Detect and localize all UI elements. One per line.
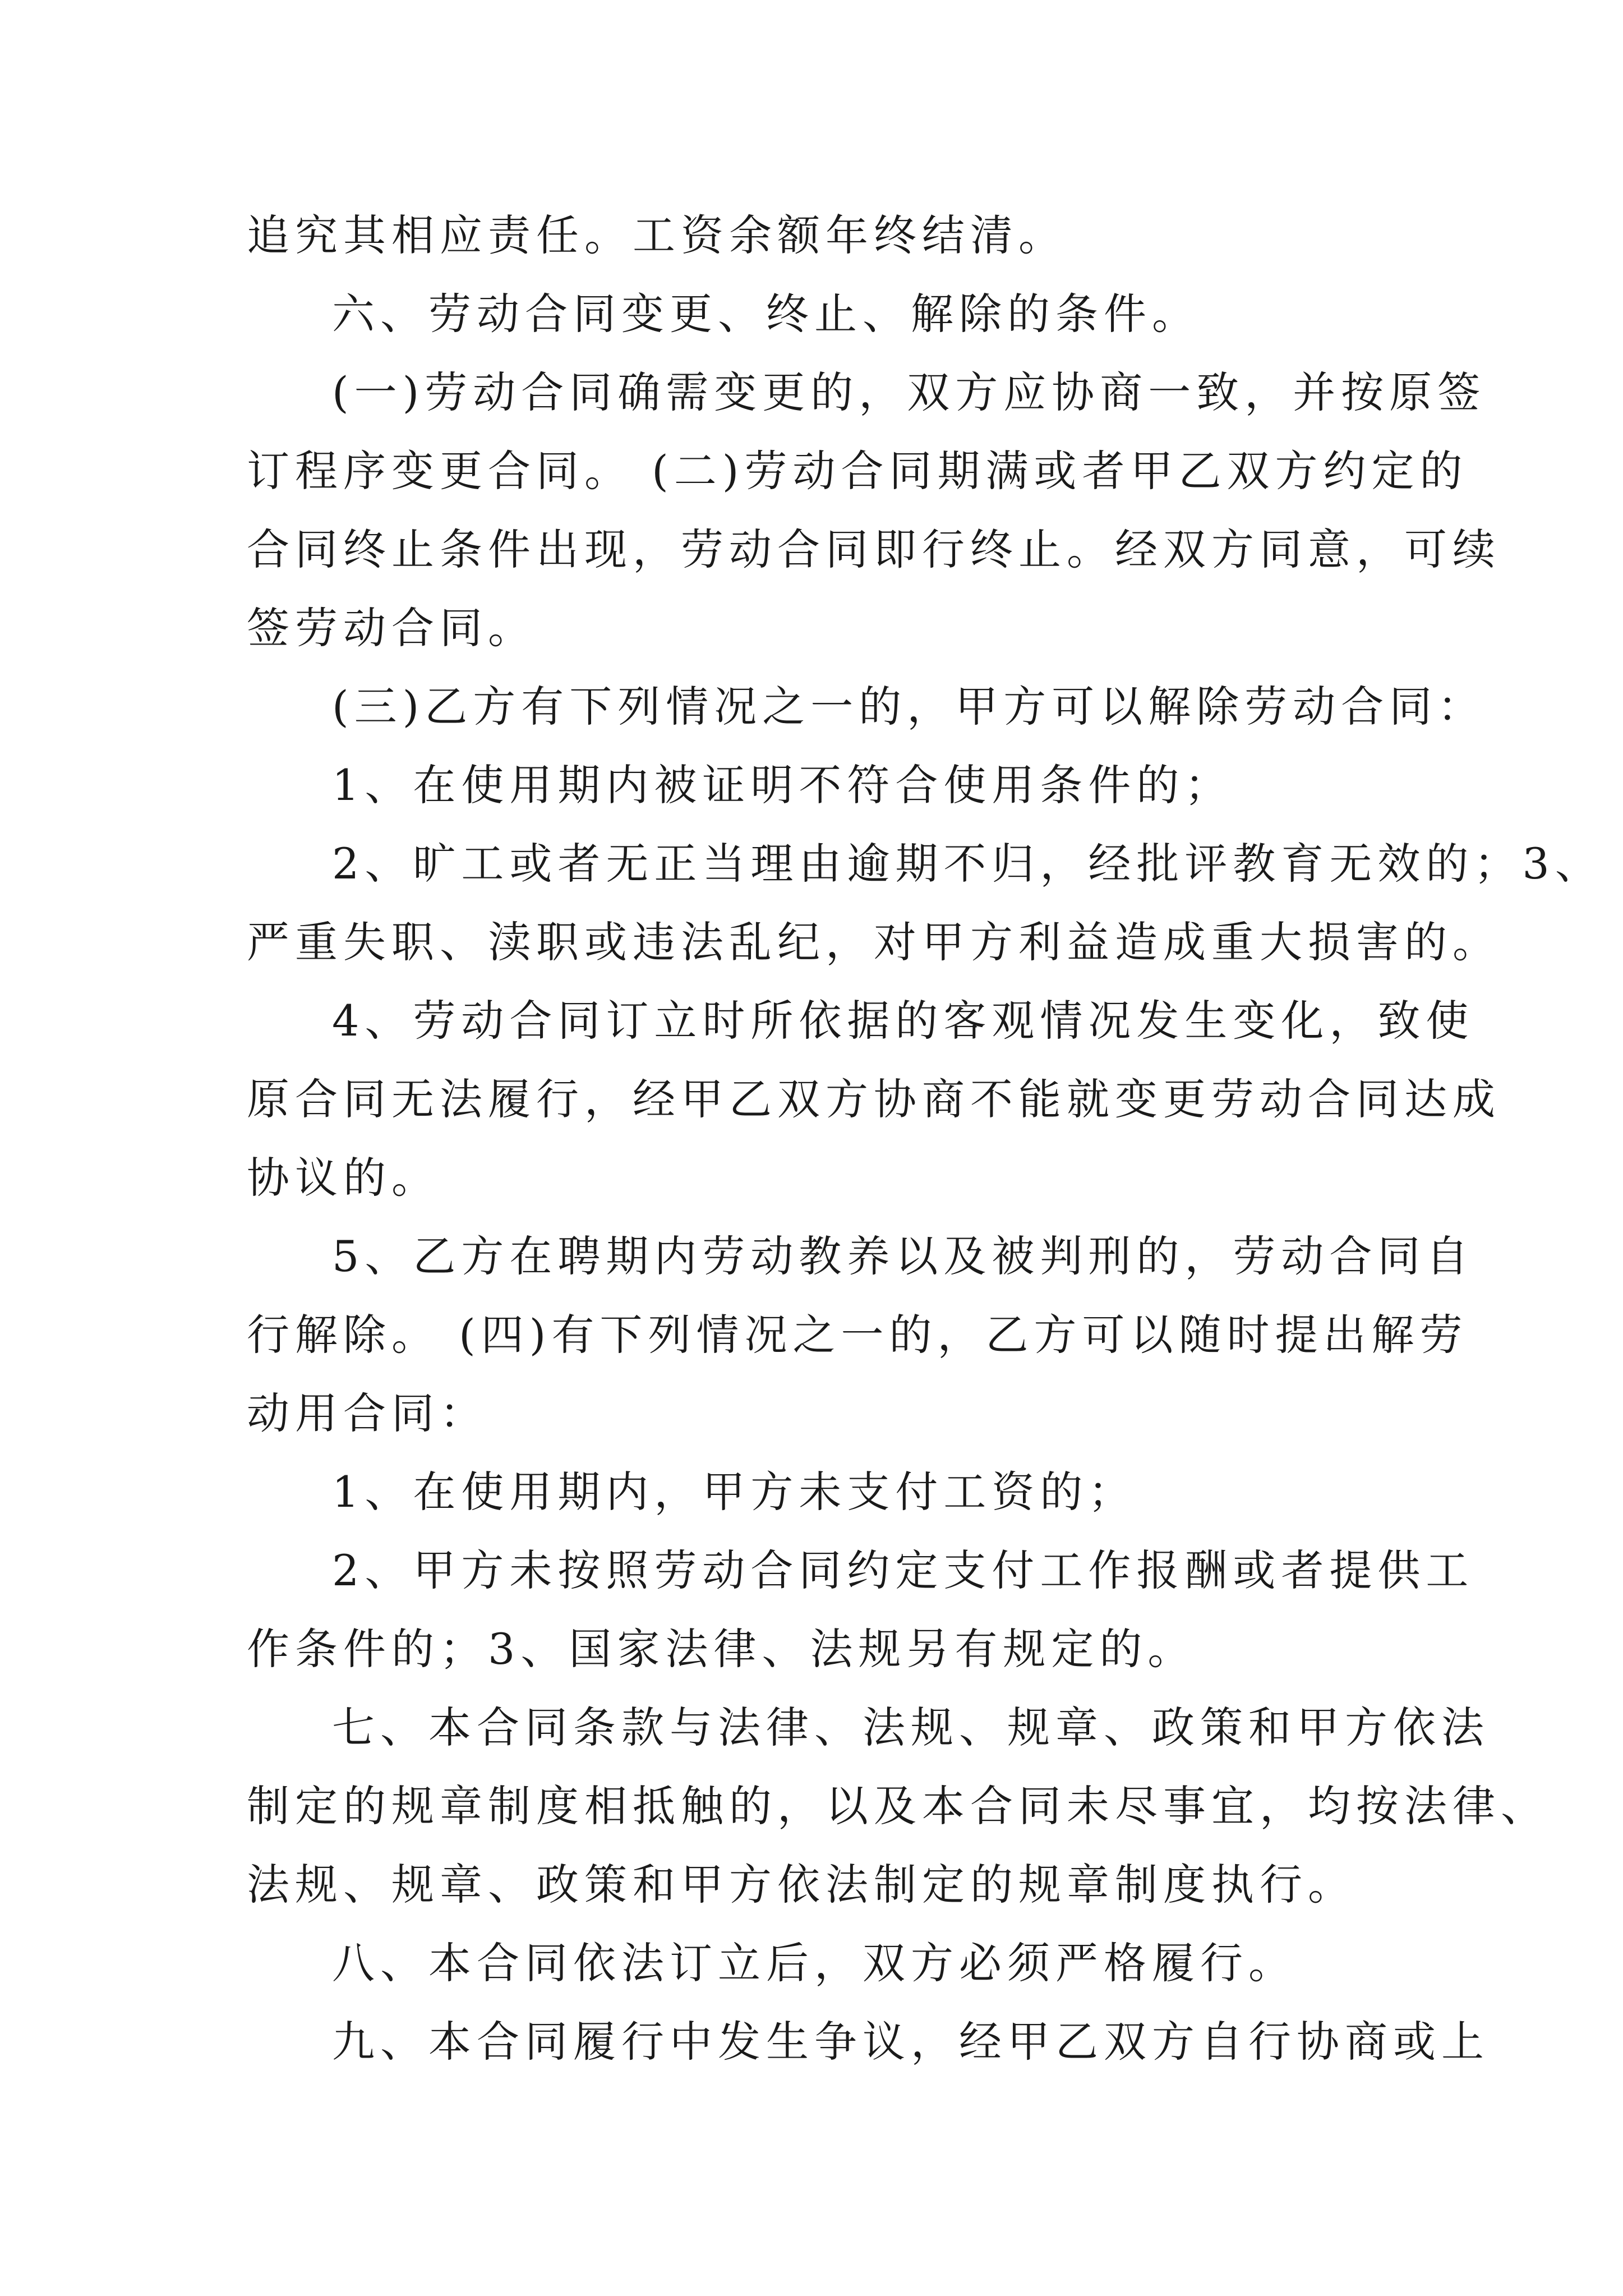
text-line: 原合同无法履行，经甲乙双方协商不能就变更劳动合同达成 [247, 1074, 1501, 1124]
text-line: 八、本合同依法订立后，双方必须严格履行。 [332, 1938, 1297, 1988]
text-line: 2、旷工或者无正当理由逾期不归，经批评教育无效的；3、 [332, 839, 1603, 889]
text-line: 1、在使用期内，甲方未支付工资的； [332, 1467, 1137, 1517]
text-line: 追究其相应责任。工资余额年终结清。 [247, 210, 1067, 260]
text-line: 严重失职、渎职或违法乱纪，对甲方利益造成重大损害的。 [247, 917, 1501, 967]
text-line: 合同终止条件出现，劳动合同即行终止。经双方同意，可续 [247, 524, 1501, 574]
text-line: 制定的规章制度相抵触的，以及本合同未尽事宜，均按法律、 [247, 1781, 1549, 1831]
text-line: (一)劳动合同确需变更的，双方应协商一致，并按原签 [332, 367, 1486, 417]
text-line: (三)乙方有下列情况之一的，甲方可以解除劳动合同： [332, 682, 1486, 731]
text-line: 5、乙方在聘期内劳动教养以及被判刑的，劳动合同自 [332, 1231, 1474, 1281]
text-line: 行解除。 (四)有下列情况之一的，乙方可以随时提出解劳 [247, 1310, 1468, 1360]
text-line: 签劳动合同。 [247, 603, 536, 653]
text-line: 4、劳动合同订立时所依据的客观情况发生变化，致使 [332, 996, 1474, 1046]
text-line: 九、本合同履行中发生争议，经甲乙双方自行协商或上 [332, 2017, 1490, 2067]
text-line: 作条件的；3、国家法律、法规另有规定的。 [247, 1624, 1196, 1674]
text-line: 协议的。 [247, 1153, 440, 1203]
text-line: 六、劳动合同变更、终止、解除的条件。 [332, 289, 1200, 339]
text-line: 2、甲方未按照劳动合同约定支付工作报酬或者提供工 [332, 1545, 1474, 1595]
text-line: 订程序变更合同。 (二)劳动合同期满或者甲乙双方约定的 [247, 446, 1468, 496]
text-line: 1、在使用期内被证明不符合使用条件的； [332, 760, 1233, 810]
text-line: 法规、规章、政策和甲方依法制定的规章制度执行。 [247, 1860, 1356, 1910]
document-body [247, 196, 1603, 2081]
text-line: 七、本合同条款与法律、法规、规章、政策和甲方依法 [332, 1703, 1490, 1752]
text-line: 动用合同： [247, 1388, 488, 1438]
